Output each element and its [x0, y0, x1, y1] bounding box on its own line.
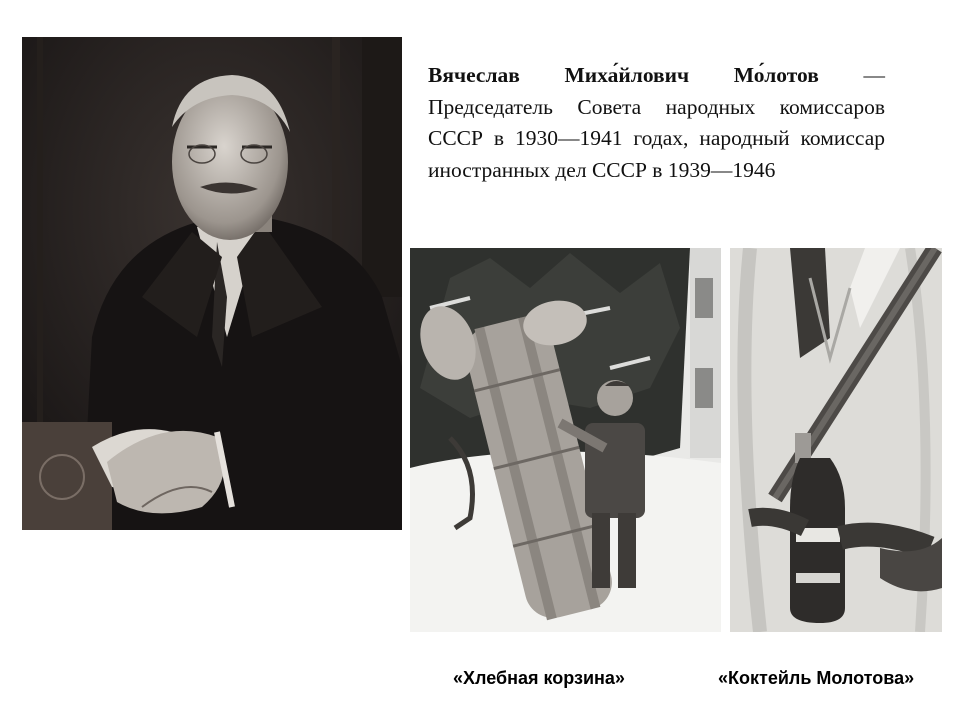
person-name: Вячеслав Миха́йлович Мо́лотов [428, 63, 819, 87]
portrait-photo [22, 37, 402, 530]
molotov-cocktail-caption: «Коктейль Молотова» [718, 668, 915, 688]
biography-body: — Председатель Совета народных комиссаров СССР в 1930—1941 годах, народный комиссар иностранных дел СССР в 1939—1946 [428, 63, 885, 182]
biography-text [428, 60, 885, 186]
molotov-cocktail-photo [730, 248, 942, 632]
bread-basket-photo [410, 248, 721, 632]
bread-basket-caption: «Хлебная корзина» [453, 668, 625, 688]
